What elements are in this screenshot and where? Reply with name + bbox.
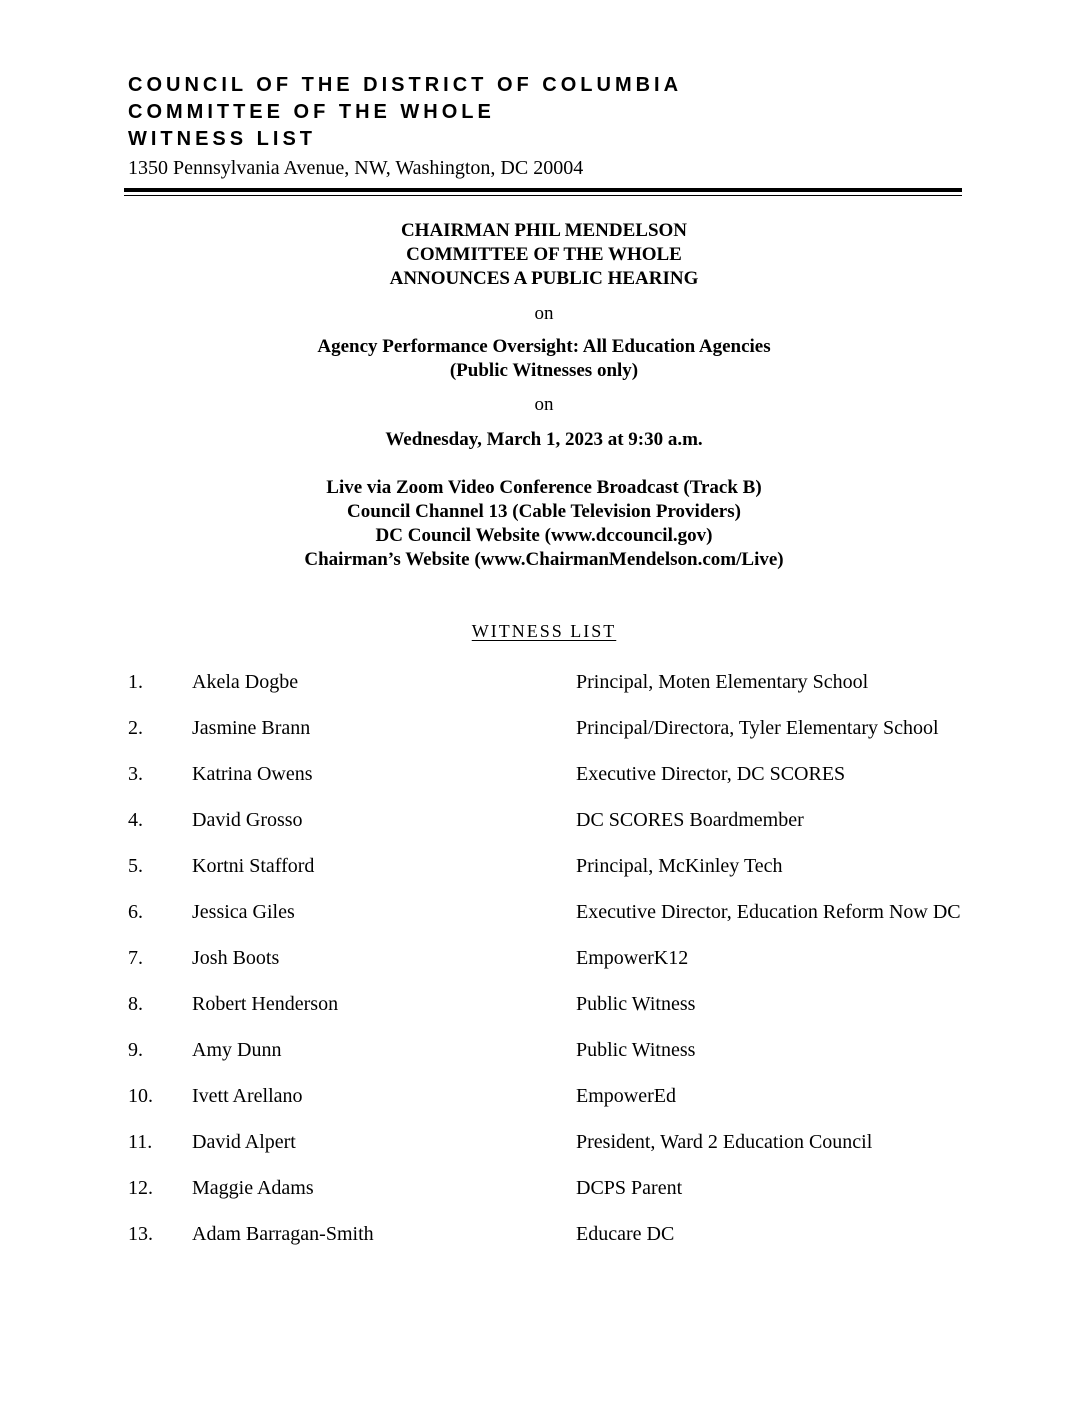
witness-number: 4. — [128, 809, 143, 831]
witness-number: 13. — [128, 1223, 153, 1245]
witness-name: David Alpert — [192, 1131, 296, 1153]
witness-affiliation: DC SCORES Boardmember — [576, 809, 804, 831]
announcement-heading — [0, 219, 1088, 291]
broadcast-info — [0, 476, 1088, 572]
hearing-datetime: Wednesday, March 1, 2023 at 9:30 a.m. — [385, 429, 703, 450]
council-name: COUNCIL OF THE DISTRICT OF COLUMBIA — [128, 74, 683, 96]
witness-number: 11. — [128, 1131, 153, 1153]
hearing-subject — [0, 335, 1088, 383]
on-text-1: on — [534, 303, 554, 324]
witness-number: 8. — [128, 993, 143, 1015]
witness-affiliation: EmpowerK12 — [576, 947, 689, 969]
witness-affiliation: Principal/Directora, Tyler Elementary School — [576, 717, 939, 739]
on-text-2: on — [534, 394, 554, 415]
witness-name: David Grosso — [192, 809, 303, 831]
letterhead — [128, 72, 962, 181]
list-item — [128, 854, 962, 879]
witness-affiliation: Executive Director, DC SCORES — [576, 763, 846, 785]
broadcast-line-1: Live via Zoom Video Conference Broadcast (Track B) — [326, 477, 762, 498]
list-item — [128, 946, 962, 971]
list-item — [128, 808, 962, 833]
list-item — [128, 1176, 962, 1201]
witness-number: 9. — [128, 1039, 143, 1061]
list-item — [128, 1038, 962, 1063]
witness-name: Maggie Adams — [192, 1177, 314, 1199]
hearing-line: ANNOUNCES A PUBLIC HEARING — [389, 268, 699, 289]
witness-number: 5. — [128, 855, 143, 877]
list-item — [128, 992, 962, 1017]
witness-name: Amy Dunn — [192, 1039, 282, 1061]
witness-name: Jasmine Brann — [192, 717, 311, 739]
address: 1350 Pennsylvania Avenue, NW, Washington, DC 20004 — [128, 157, 584, 179]
witness-affiliation: Principal, McKinley Tech — [576, 855, 783, 877]
list-item — [128, 1084, 962, 1109]
witness-name: Katrina Owens — [192, 763, 313, 785]
broadcast-line-2: Council Channel 13 (Cable Television Providers) — [347, 501, 741, 522]
witness-list — [128, 670, 962, 1268]
chairman-line: CHAIRMAN PHIL MENDELSON — [400, 220, 688, 241]
witness-name: Kortni Stafford — [192, 855, 315, 877]
committee-line: COMMITTEE OF THE WHOLE — [406, 244, 682, 265]
list-item — [128, 900, 962, 925]
document-type: WITNESS LIST — [128, 128, 316, 150]
witness-number: 12. — [128, 1177, 153, 1199]
witness-affiliation: Executive Director, Education Reform Now DC — [576, 901, 961, 923]
witness-affiliation: DCPS Parent — [576, 1177, 683, 1199]
witness-number: 7. — [128, 947, 143, 969]
list-item — [128, 716, 962, 741]
witness-name: Adam Barragan-Smith — [192, 1223, 374, 1245]
witness-list-title-text: WITNESS LIST — [471, 621, 617, 641]
witness-name: Ivett Arellano — [192, 1085, 303, 1107]
witness-affiliation: President, Ward 2 Education Council — [576, 1131, 873, 1153]
header-rule-thick — [124, 188, 962, 192]
broadcast-line-3: DC Council Website (www.dccouncil.gov) — [375, 525, 713, 546]
witness-affiliation: Public Witness — [576, 1039, 696, 1061]
list-item — [128, 670, 962, 695]
witness-number: 10. — [128, 1085, 153, 1107]
list-item — [128, 1222, 962, 1247]
subject-line-1: Agency Performance Oversight: All Education Agencies — [317, 336, 771, 357]
witness-affiliation: Public Witness — [576, 993, 696, 1015]
witness-name: Akela Dogbe — [192, 671, 299, 693]
witness-number: 1. — [128, 671, 143, 693]
witness-affiliation: Educare DC — [576, 1223, 675, 1245]
witness-name: Robert Henderson — [192, 993, 339, 1015]
witness-affiliation: Principal, Moten Elementary School — [576, 671, 869, 693]
list-item — [128, 762, 962, 787]
witness-name: Jessica Giles — [192, 901, 295, 923]
witness-number: 6. — [128, 901, 143, 923]
witness-affiliation: EmpowerEd — [576, 1085, 676, 1107]
committee-name: COMMITTEE OF THE WHOLE — [128, 101, 495, 123]
list-item — [128, 1130, 962, 1155]
witness-name: Josh Boots — [192, 947, 280, 969]
witness-number: 3. — [128, 763, 143, 785]
witness-list-title — [0, 620, 1088, 642]
subject-line-2: (Public Witnesses only) — [449, 360, 639, 381]
broadcast-line-4: Chairman’s Website (www.ChairmanMendelson.com/Live) — [304, 549, 784, 570]
header-rule-thin — [124, 195, 962, 196]
witness-number: 2. — [128, 717, 143, 739]
